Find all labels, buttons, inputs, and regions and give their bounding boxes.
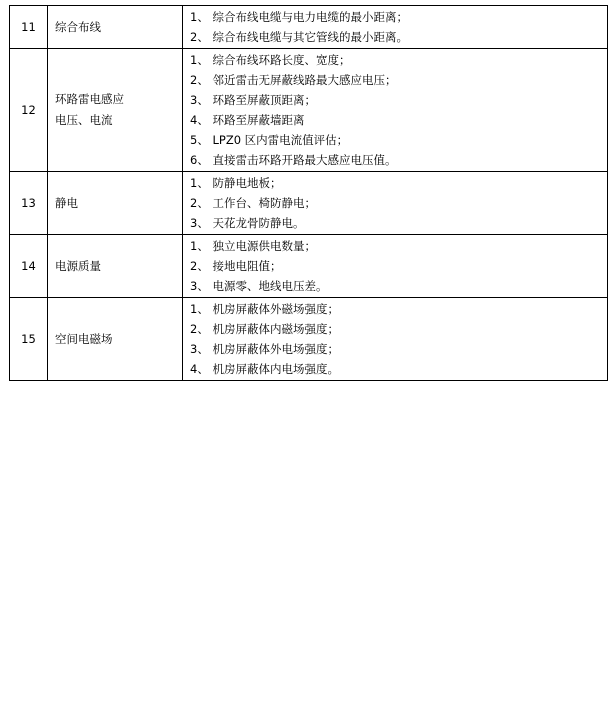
item-category: 静电 (48, 172, 183, 235)
detail-line: 3、 环路至屏蔽顶距离； (190, 93, 316, 107)
row-number: 15 (10, 298, 48, 381)
row-number: 11 (10, 6, 48, 49)
item-category: 综合布线 (48, 6, 183, 49)
item-category (48, 49, 183, 172)
item-details (183, 298, 608, 381)
table-row (10, 6, 608, 49)
detail-line: 6、 直接雷击环路开路最大感应电压值。 (190, 153, 397, 167)
table-row (10, 235, 608, 298)
detail-line: 5、 LPZ0 区内雷电流值评估； (190, 133, 349, 147)
item-category-line: 电压、电流 (55, 113, 113, 127)
row-number: 14 (10, 235, 48, 298)
item-details (183, 49, 608, 172)
item-details (183, 172, 608, 235)
item-category: 空间电磁场 (48, 298, 183, 381)
detail-line: 3、 电源零、地线电压差。 (190, 279, 328, 293)
item-category: 电源质量 (48, 235, 183, 298)
detail-line: 1、 独立电源供电数量； (190, 239, 316, 253)
item-details (183, 235, 608, 298)
detail-line: 1、 综合布线环路长度、宽度； (190, 53, 351, 67)
table-row (10, 298, 608, 381)
detail-line: 2、 接地电阻值； (190, 259, 282, 273)
table-row (10, 49, 608, 172)
detail-line: 4、 环路至屏蔽墙距离 (190, 113, 305, 127)
detail-line: 3、 天花龙骨防静电。 (190, 216, 305, 230)
inspection-items-table (9, 5, 608, 381)
detail-line: 2、 邻近雷击无屏蔽线路最大感应电压； (190, 73, 397, 87)
detail-line: 1、 综合布线电缆与电力电缆的最小距离； (190, 10, 408, 24)
detail-line: 2、 综合布线电缆与其它管线的最小距离。 (190, 30, 408, 44)
detail-line: 1、 防静电地板； (190, 176, 282, 190)
detail-line: 1、 机房屏蔽体外磁场强度； (190, 302, 339, 316)
detail-line: 3、 机房屏蔽体外电场强度； (190, 342, 339, 356)
row-number: 13 (10, 172, 48, 235)
item-details (183, 6, 608, 49)
detail-line: 2、 机房屏蔽体内磁场强度； (190, 322, 339, 336)
row-number: 12 (10, 49, 48, 172)
item-category-line: 环路雷电感应 (55, 92, 124, 106)
detail-line: 4、 机房屏蔽体内电场强度。 (190, 362, 339, 376)
detail-line: 2、 工作台、椅防静电； (190, 196, 316, 210)
table-row (10, 172, 608, 235)
